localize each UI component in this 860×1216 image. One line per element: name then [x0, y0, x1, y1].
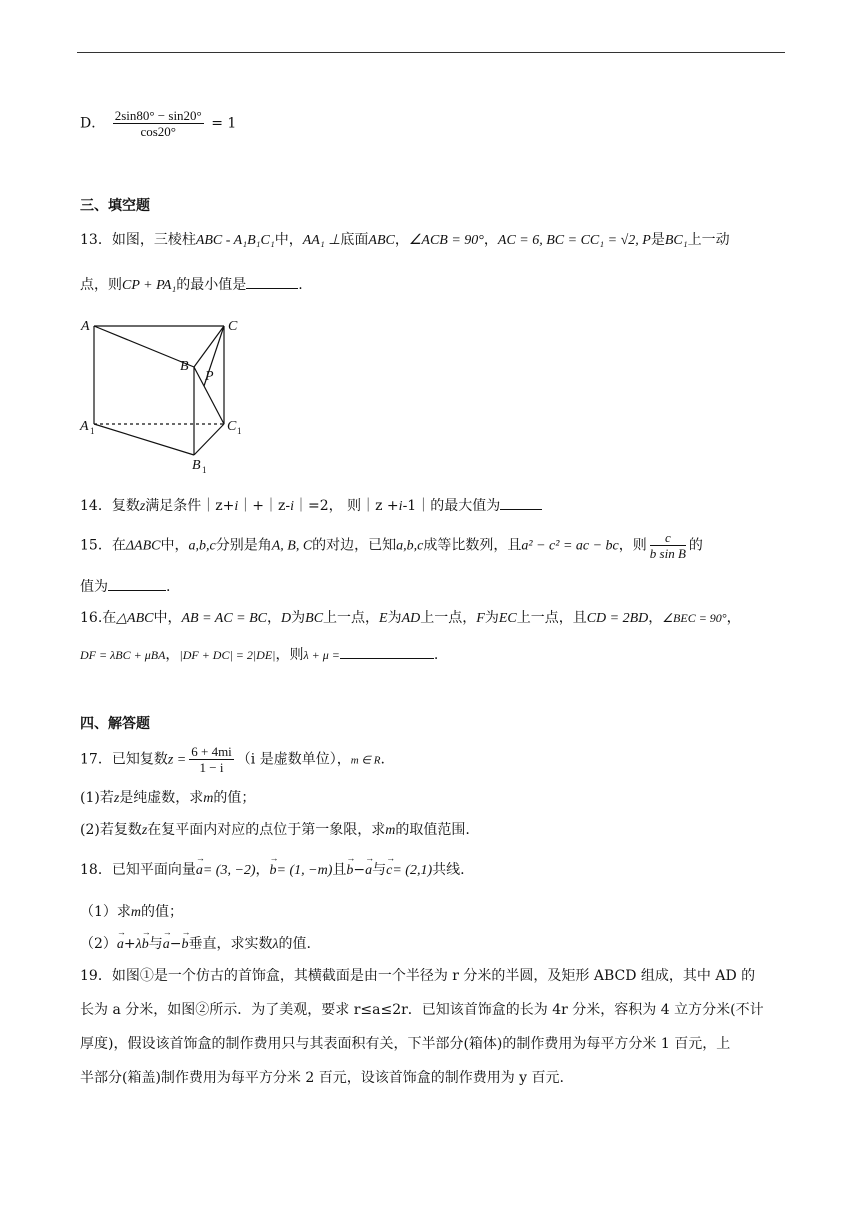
- q17-fraction: [189, 744, 234, 775]
- text: 共线.: [432, 862, 465, 878]
- math: z: [113, 791, 120, 806]
- text: 点，则: [80, 277, 122, 293]
- text: 与: [372, 862, 387, 878]
- option-label: D．: [80, 115, 106, 132]
- math: m: [130, 905, 142, 920]
- q19-line1: 19．如图①是一个仿古的首饰盒，其横截面是由一个半径为 r 分米的半圆，及矩形 ABCD 组成，其中 AD 的: [80, 968, 756, 984]
- q15-line2: [80, 578, 780, 596]
- math: DF = λBC + μBA: [80, 648, 166, 662]
- math: ∠BEC = 90°: [662, 611, 727, 625]
- text: 成等比数列，且: [423, 537, 522, 554]
- math: z: [139, 499, 146, 514]
- fraction-numerator: c: [650, 530, 686, 546]
- edge-ab: [94, 326, 194, 367]
- text: 中，: [160, 537, 189, 554]
- text: 的值；: [213, 790, 256, 806]
- label-c: C: [228, 319, 238, 334]
- label-a1-sub: 1: [90, 426, 95, 436]
- label-p: P: [205, 369, 214, 384]
- text: 上一点，且: [516, 610, 587, 626]
- fraction-denominator: 1 − i: [199, 760, 224, 775]
- text: (1)若: [80, 790, 114, 806]
- math: ABC: [368, 233, 395, 248]
- math: z =: [167, 752, 187, 768]
- option-d-fraction: [113, 108, 204, 139]
- math: AA₁ ⊥: [302, 233, 341, 248]
- text: 且: [332, 862, 347, 878]
- math: λ + μ =: [303, 648, 340, 662]
- math: a,b,c: [188, 538, 216, 554]
- label-b1: B: [192, 458, 201, 473]
- vector-a: → a: [163, 937, 170, 954]
- vector-b: → b: [181, 937, 188, 954]
- text: 底面: [340, 232, 369, 248]
- text: ，: [394, 232, 409, 248]
- text: ，则: [275, 647, 304, 663]
- text: ，则: [618, 537, 647, 554]
- vector-b: → b: [270, 863, 277, 880]
- text: 满足条件｜z+: [145, 498, 235, 514]
- math: AD: [401, 611, 421, 626]
- text: 为: [387, 610, 402, 626]
- text: 16.在: [80, 610, 117, 626]
- text: 的: [688, 537, 703, 554]
- text: ，: [483, 232, 498, 248]
- math: AC = 6, BC = CC₁ = √2, P: [497, 233, 651, 248]
- math: EC: [498, 611, 517, 626]
- text: (2)若复数: [80, 822, 142, 838]
- q18-stem: 18．已知平面向量→ a= (3, −2)，→ b= (1, −m)且→ b−→ a与→ c= (2,1)共线.: [80, 862, 780, 880]
- fraction-denominator: b sin B: [649, 546, 686, 561]
- text: 值为: [80, 579, 108, 595]
- math: = (3, −2): [202, 863, 256, 878]
- text: 在复平面内对应的点位于第一象限，求: [147, 822, 386, 838]
- text: ，: [165, 647, 180, 663]
- q13-line1: [80, 232, 780, 250]
- q19-line2: 长为 a 分米，如图②所示．为了美观，要求 r≤a≤2r．已知该首饰盒的长为 4r 分米，容积为 4 立方分米(不计: [80, 1002, 764, 1018]
- text: .: [166, 579, 171, 595]
- text: 13．如图，三棱柱: [80, 232, 196, 248]
- edge-b1c1: [194, 424, 224, 455]
- q16-line2: [80, 646, 780, 664]
- vector-a: → a: [117, 937, 124, 954]
- math: D: [281, 611, 292, 626]
- math: CD = 2BD: [586, 611, 649, 626]
- vector-a: → a: [365, 863, 372, 880]
- text: 与: [148, 936, 163, 952]
- answer-blank: [340, 646, 434, 659]
- edge-bc: [194, 326, 224, 367]
- math: ∠ACB = 90°: [408, 233, 484, 248]
- text: ，: [648, 610, 663, 626]
- q17-part2: [80, 822, 780, 840]
- math: △ABC: [116, 611, 154, 626]
- text: 为: [484, 610, 499, 626]
- text: ｜+｜z-: [238, 498, 291, 514]
- fraction-numerator: 6 + 4mi: [191, 744, 232, 759]
- text: 15．在: [80, 537, 126, 554]
- text: 是: [650, 232, 665, 248]
- text: 中，: [274, 232, 303, 248]
- q19-line3: 厚度)，假设该首饰盒的制作费用只与其表面积有关，下半部分(箱体)的制作费用为每平方分米 1 百元，上: [80, 1036, 731, 1052]
- label-b1-sub: 1: [202, 465, 207, 475]
- text: 是纯虚数，求: [119, 790, 204, 806]
- text: 上一点，: [323, 610, 380, 626]
- q18-part1: [80, 904, 780, 922]
- text: .: [380, 751, 385, 768]
- math: λ: [272, 937, 279, 952]
- q17-stem: [80, 744, 780, 775]
- text: 的取值范围.: [395, 822, 470, 838]
- math: E: [379, 611, 388, 626]
- text: 分别是角: [215, 537, 272, 554]
- vector-c: → c: [386, 863, 392, 880]
- q14: [80, 497, 780, 516]
- math: ABC - A₁B₁C₁: [195, 233, 275, 248]
- text: 的值；: [141, 904, 184, 920]
- text: 的值.: [278, 936, 311, 952]
- text: 的对边，已知: [312, 537, 397, 554]
- text: 上一动: [687, 232, 730, 248]
- q17-part1: [80, 790, 780, 808]
- math: a,b,c: [396, 538, 424, 554]
- answer-blank: [108, 578, 166, 591]
- q16-line1: [80, 610, 780, 628]
- label-c1: C: [227, 419, 237, 434]
- answer-blank: [500, 497, 542, 510]
- answer-blank: [246, 276, 298, 289]
- text: 垂直，求实数: [188, 936, 273, 952]
- text: ，: [726, 610, 741, 626]
- vector-b: → b: [346, 863, 353, 880]
- math: i: [234, 499, 239, 514]
- vector-a: → a: [196, 863, 203, 880]
- text: 17．已知复数: [80, 751, 168, 768]
- text: ｜=2， 则｜z +: [294, 498, 399, 514]
- fraction-denominator: cos20°: [140, 124, 176, 139]
- prism-figure: [76, 312, 256, 482]
- text: 为: [291, 610, 306, 626]
- math: = (1, −m): [276, 863, 333, 878]
- header-rule: [77, 52, 785, 53]
- q15-line1: [80, 530, 780, 561]
- math: ΔABC: [125, 538, 161, 554]
- text: -1｜的最大值为: [402, 498, 501, 514]
- text: .: [433, 647, 439, 663]
- q15-fraction: [650, 530, 686, 561]
- section-title-fill-in: 三、填空题: [80, 198, 150, 214]
- math: i: [290, 499, 295, 514]
- math: a² − c² = ac − bc: [521, 538, 619, 554]
- text: 的最小值是: [176, 277, 247, 293]
- text: （1）求: [80, 904, 131, 920]
- text: （i 是虚数单位），: [236, 751, 351, 768]
- math: λ: [135, 937, 142, 952]
- option-d: [80, 108, 780, 139]
- text: 14．复数: [80, 498, 140, 514]
- math: |DF + DC| = 2|DE|: [179, 648, 276, 662]
- fraction-numerator: 2sin80° − sin20°: [114, 108, 202, 123]
- math: i: [398, 499, 403, 514]
- text: 18．已知平面向量: [80, 862, 196, 878]
- math: m ∈ R: [350, 754, 381, 767]
- text: .: [298, 277, 303, 293]
- math: BC: [305, 611, 324, 626]
- math: AB = AC = BC: [181, 611, 268, 626]
- option-d-rhs: = 1: [211, 115, 237, 132]
- label-b: B: [180, 359, 189, 374]
- label-a: A: [81, 319, 90, 334]
- q13-line2: [80, 276, 780, 295]
- math: m: [385, 823, 396, 838]
- math: BC₁: [664, 233, 688, 248]
- math: = (2,1): [392, 863, 433, 878]
- edge-a1b1: [94, 424, 194, 455]
- text: 中，: [153, 610, 182, 626]
- text: ，: [255, 862, 270, 878]
- label-a1: A: [80, 419, 89, 434]
- math: m: [203, 791, 214, 806]
- vector-b: → b: [142, 937, 149, 954]
- label-c1-sub: 1: [237, 426, 242, 436]
- math: F: [476, 611, 485, 626]
- math: CP + PA₁: [122, 278, 177, 293]
- text: 上一点，: [420, 610, 477, 626]
- section-title-answer: 四、解答题: [80, 716, 150, 732]
- text: （2）: [80, 936, 117, 952]
- q18-part2: （2）→ a+λ→ b与→ a−→ b垂直，求实数λ的值.: [80, 936, 780, 954]
- math: z: [141, 823, 148, 838]
- q19-line4: 半部分(箱盖)制作费用为每平方分米 2 百元，设该首饰盒的制作费用为 y 百元.: [80, 1070, 564, 1086]
- math: A, B, C: [271, 538, 313, 554]
- text: ，: [267, 610, 282, 626]
